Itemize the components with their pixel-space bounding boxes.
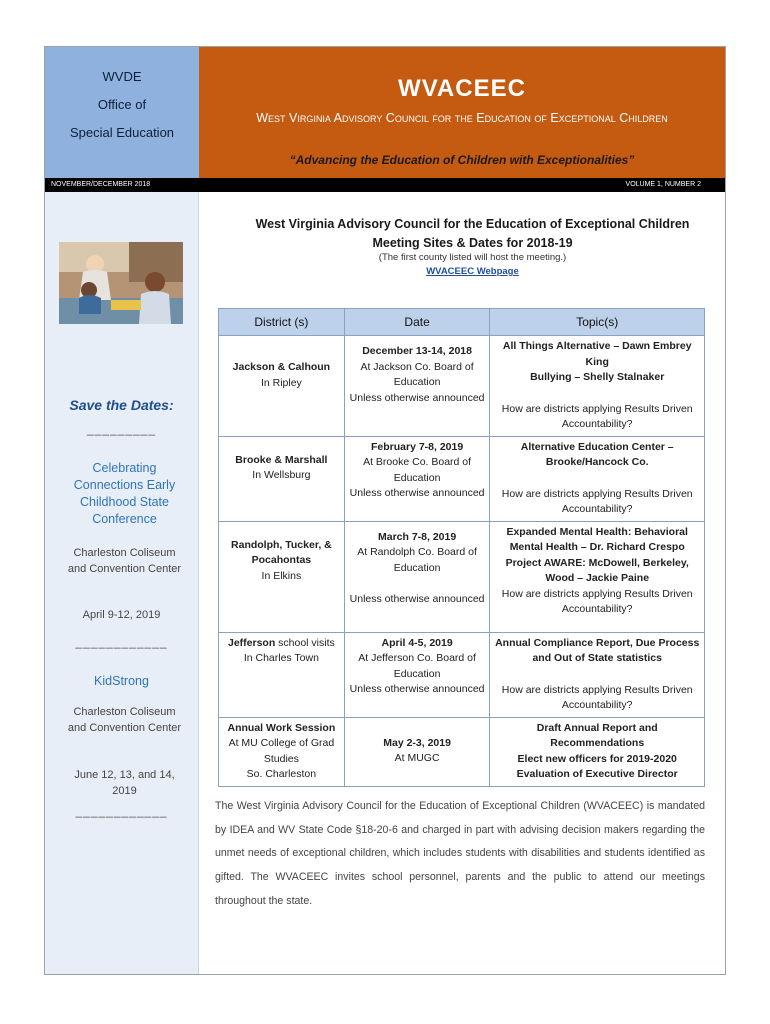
district-location: In Ripley: [260, 376, 302, 389]
event-date: June 12, 13, and 14, 2019: [74, 769, 175, 797]
topic: How are districts applying Results Driven Accountability?: [501, 487, 693, 515]
issue-bar: [45, 178, 725, 192]
district-location: In Charles Town: [243, 652, 319, 664]
topics-cell: [490, 521, 705, 632]
meeting-note: Unless otherwise announced: [349, 391, 485, 404]
special-education-label: Special Education: [69, 125, 175, 140]
meeting-date: April 4-5, 2019: [381, 636, 453, 649]
column-header-district: District (s): [219, 309, 345, 336]
district-cell: [219, 717, 345, 786]
masthead-motto: “Advancing the Education of Children with Exceptionalities”: [289, 153, 635, 167]
classroom-photo-image: [59, 242, 183, 324]
date-cell: [344, 336, 490, 437]
district-suffix: school visits: [275, 636, 335, 649]
event-title-kidstrong: KidStrong: [94, 674, 149, 688]
topic: How are districts applying Results Driven Accountability?: [501, 587, 693, 615]
topics-cell: [490, 717, 705, 786]
wvde-label: WVDE: [102, 69, 142, 84]
sidebar: [45, 192, 199, 974]
district-location: In Wellsburg: [252, 469, 311, 481]
topic: Alternative Education Center – Brooke/Hancock Co.: [520, 440, 674, 468]
office-label: Office of: [97, 97, 147, 112]
district-cell: [219, 336, 345, 437]
district-name: Annual Work Session: [227, 721, 336, 734]
meeting-note: Unless otherwise announced: [349, 487, 485, 499]
masthead: [199, 47, 725, 178]
webpage-link[interactable]: WVACEEC Webpage: [426, 266, 519, 277]
district-location: In Elkins: [261, 569, 302, 582]
issue-date: NOVEMBER/DECEMBER 2018: [51, 181, 151, 188]
classroom-photo: [59, 242, 183, 324]
table-row: [219, 632, 705, 717]
main-title-line1: West Virginia Advisory Council for the Education of Exceptional Children: [255, 217, 690, 231]
topic: Annual Compliance Report, Due Process and Out of State statistics: [495, 636, 700, 664]
event-date: April 9-12, 2019: [82, 609, 161, 621]
topics-cell: [490, 436, 705, 521]
topic: Evaluation of Executive Director: [516, 768, 678, 780]
topic: All Things Alternative – Dawn Embrey King: [502, 340, 692, 368]
date-cell: [344, 717, 490, 786]
meeting-venue: At Jefferson Co. Board of Education: [358, 652, 476, 680]
topic: Bullying – Shelly Stalnaker: [530, 371, 665, 383]
topic: Expanded Mental Health: Behavioral Mental Health – Dr. Richard Crespo: [506, 525, 688, 553]
date-cell: [344, 436, 490, 521]
topic: Project AWARE: McDowell, Berkeley, Wood – Jackie Paine: [505, 556, 689, 584]
district-name: Randolph, Tucker, & Pocahontas: [231, 538, 332, 566]
table-row: [219, 521, 705, 632]
topics-cell: [490, 336, 705, 437]
table-row: [219, 336, 705, 437]
topic: How are districts applying Results Driven Accountability?: [501, 402, 693, 430]
meeting-venue: At Brooke Co. Board of Education: [363, 456, 472, 484]
separator: ____________: [75, 804, 168, 818]
event-venue: Charleston Coliseum and Convention Center: [67, 706, 182, 734]
district-name: Jackson & Calhoun: [232, 361, 331, 373]
issue-volume: VOLUME 1, NUMBER 2: [625, 181, 701, 188]
table-row: [219, 717, 705, 786]
district-name: Brooke & Marshall: [235, 453, 328, 466]
council-description: The West Virginia Advisory Council for the Education of Exceptional Children (WVACEEC) is mandated by IDEA and WV State Code §18-20-6 and charged in part with advising decision makers regarding the unmet needs of exceptional children, which includes students with disabilities and students identified as gifted. The WVACEEC invites school personnel, parents and the public to attend our meetings throughout the state.: [215, 800, 705, 907]
district-cell: [219, 436, 345, 521]
meeting-venue: At Jackson Co. Board of Education: [360, 360, 474, 388]
date-cell: [344, 632, 490, 717]
meeting-date: December 13-14, 2018: [362, 345, 472, 357]
column-header-date: Date: [344, 309, 490, 336]
district-location: So. Charleston: [246, 768, 317, 780]
host-note: (The first county listed will host the meeting.): [378, 252, 567, 263]
table-row: [219, 436, 705, 521]
topic: Draft Annual Report and Recommendations: [536, 721, 658, 749]
separator: _________: [86, 422, 157, 436]
event-title-celebrating-connections: Celebrating Connections Early Childhood State Conference: [73, 461, 176, 526]
meeting-venue: At Randolph Co. Board of Education: [357, 546, 477, 574]
column-header-topics: Topic(s): [490, 309, 705, 336]
topic: Elect new officers for 2019-2020: [517, 752, 677, 765]
district-location: At MU College of Grad Studies: [228, 737, 335, 765]
meeting-schedule-table: [218, 308, 705, 787]
main-title: [220, 215, 725, 253]
district-cell: [219, 632, 345, 717]
newsletter-page: [44, 46, 726, 975]
wvde-header-block: [45, 47, 199, 178]
table-header-row: [219, 309, 705, 336]
meeting-note: Unless otherwise announced: [349, 593, 485, 605]
meeting-venue: At MUGC: [394, 752, 440, 764]
date-cell: [344, 521, 490, 632]
topic: How are districts applying Results Driven Accountability?: [501, 683, 693, 711]
event-venue: Charleston Coliseum and Convention Center: [67, 547, 182, 575]
main-title-line2: Meeting Sites & Dates for 2018-19: [372, 236, 573, 250]
masthead-subtitle: West Virginia Advisory Council for the Education of Exceptional Children: [256, 111, 668, 125]
meeting-note: Unless otherwise announced: [349, 683, 485, 695]
masthead-title: WVACEEC: [398, 75, 526, 102]
district-name: Jefferson: [227, 636, 276, 649]
save-the-dates-heading: Save the Dates:: [69, 397, 174, 413]
district-cell: [219, 521, 345, 632]
topics-cell: [490, 632, 705, 717]
meeting-date: March 7-8, 2019: [377, 530, 457, 543]
separator: ____________: [75, 635, 168, 649]
meeting-date: February 7-8, 2019: [370, 440, 464, 453]
meeting-date: May 2-3, 2019: [383, 736, 451, 749]
